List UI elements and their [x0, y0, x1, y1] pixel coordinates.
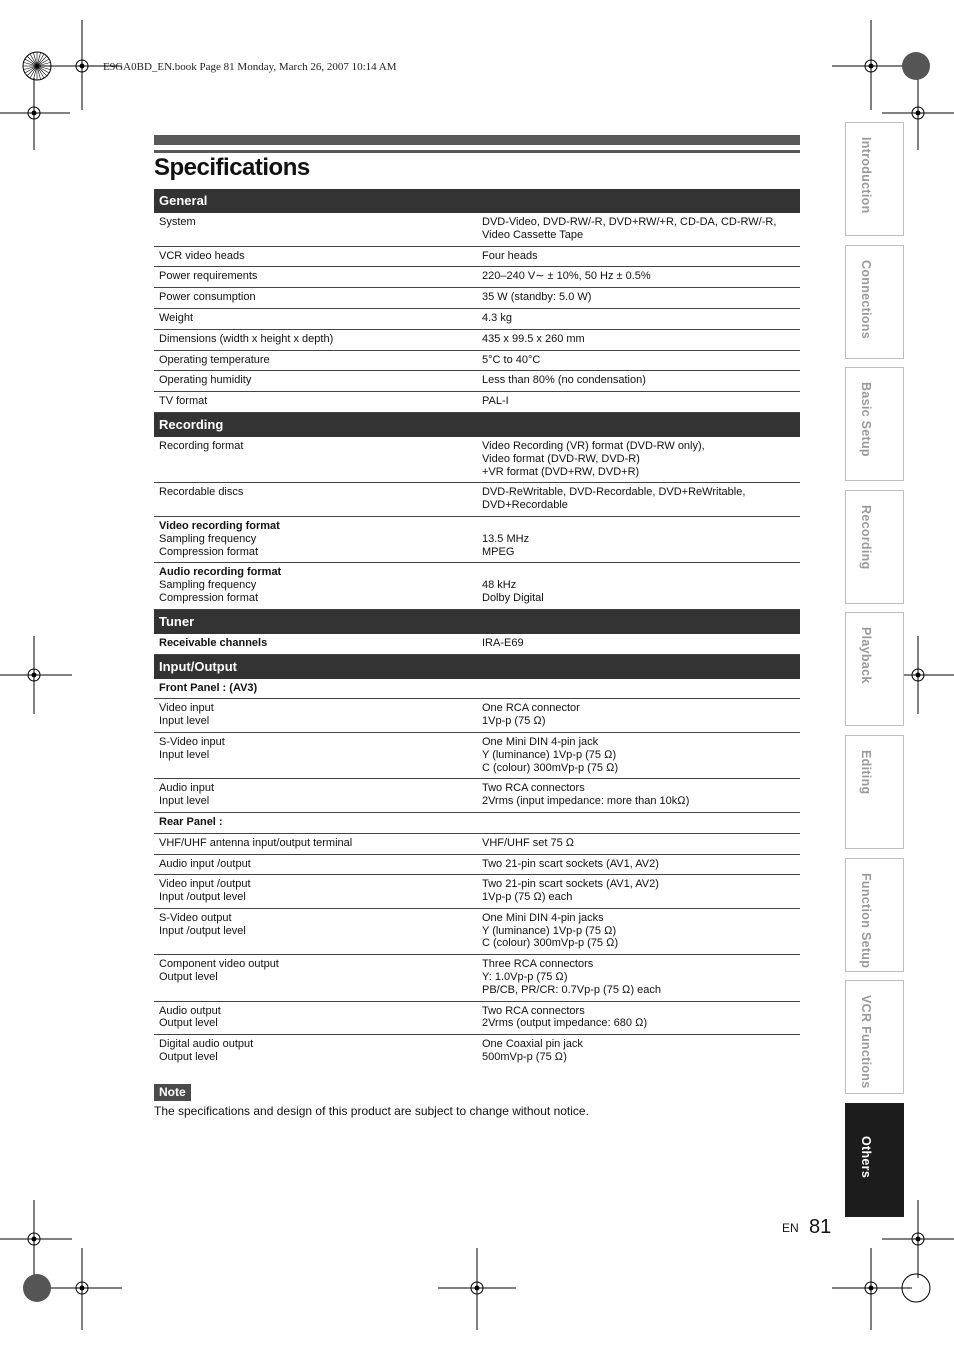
spec-row [154, 309, 800, 330]
spec-value: Three RCA connectors Y: 1.0Vp-p (75 Ω) PB/CB, PR/CR: 0.7Vp-p (75 Ω) each [482, 958, 662, 996]
spec-label: Weight [159, 311, 194, 324]
spec-value: 435 x 99.5 x 260 mm [482, 332, 585, 345]
section-body-io [154, 679, 800, 1068]
section-heading-recording: Recording [154, 413, 800, 437]
spec-label: VCR video heads [159, 249, 245, 262]
spec-row [154, 351, 800, 372]
page-title: Specifications [154, 154, 310, 181]
spec-row [154, 955, 800, 1001]
spec-value: One Mini DIN 4-pin jack Y (luminance) 1Vp-p (75 Ω) C (colour) 300mVp-p (75 Ω) [482, 735, 619, 774]
spec-row [154, 1035, 800, 1068]
page-number: 81 [809, 1216, 832, 1238]
side-tab-label: Function Setup [859, 872, 873, 968]
spec-value: VHF/UHF set 75 Ω [482, 836, 575, 849]
spec-row [154, 392, 800, 413]
spec-group-label: Front Panel : (AV3) [159, 681, 258, 694]
spec-row [154, 371, 800, 392]
spec-value: 220–240 V∼ ± 10%, 50 Hz ± 0.5% [482, 270, 651, 283]
spec-value: Four heads [482, 249, 538, 262]
spec-row [154, 517, 800, 563]
section-body-recording [154, 437, 800, 610]
side-tab-label: VCR Functions [859, 995, 873, 1089]
spec-row [154, 679, 800, 700]
spec-label [154, 637, 482, 650]
spec-value: PAL-I [482, 395, 509, 408]
spec-label: Operating humidity [159, 374, 252, 387]
header-bar [154, 135, 800, 145]
spec-value [482, 816, 800, 829]
spec-group-label: Video recording format [159, 519, 280, 532]
spec-row [154, 699, 800, 733]
spec-value: 4.3 kg [482, 311, 512, 324]
section-heading-tuner: Tuner [154, 610, 800, 634]
spec-label: Component video output Output level [159, 958, 279, 984]
side-tab-basic-setup[interactable] [845, 367, 904, 481]
section-heading-io: Input/Output [154, 655, 800, 679]
spec-value: Two 21-pin scart sockets (AV1, AV2) 1Vp-p (75 Ω) each [482, 878, 659, 904]
spec-value: 13.5 MHz MPEG [482, 532, 530, 558]
spec-row [154, 483, 800, 517]
spec-value: 35 W (standby: 5.0 W) [482, 291, 592, 304]
side-tab-label: Basic Setup [859, 382, 873, 458]
spec-label: VHF/UHF antenna input/output terminal [159, 836, 353, 849]
note-label: Note [154, 1084, 191, 1101]
spec-row [154, 1002, 800, 1036]
spec-label: Audio output Output level [159, 1004, 221, 1030]
spec-row [154, 909, 800, 955]
section-body-general [154, 213, 800, 413]
spec-label: Video input /output Input /output level [159, 878, 251, 904]
spec-row [154, 834, 800, 855]
spec-row [154, 855, 800, 876]
side-tab-others[interactable] [845, 1103, 904, 1217]
spec-table [154, 189, 800, 1068]
spec-label: Power consumption [159, 291, 256, 304]
spec-row [154, 875, 800, 909]
side-tab-connections[interactable] [845, 245, 904, 359]
side-tab-label: Recording [859, 504, 873, 570]
spec-label: System [159, 216, 196, 228]
spec-value: 48 kHz Dolby Digital [482, 579, 544, 604]
spec-value: Video Recording (VR) format (DVD-RW only), Video format (DVD-RW, DVD-R) +VR format (DVD+RW, DVD+R) [482, 439, 705, 478]
spec-group-label: Rear Panel : [159, 815, 223, 828]
spec-label [154, 816, 482, 829]
spec-value: 5°C to 40°C [482, 353, 541, 366]
header-rule [154, 150, 800, 153]
spec-label: Video input Input level [159, 702, 214, 728]
spec-value: One Mini DIN 4-pin jacks Y (luminance) 1Vp-p (75 Ω) C (colour) 300mVp-p (75 Ω) [482, 911, 619, 950]
spec-label: Power requirements [159, 270, 258, 283]
side-tab-recording[interactable] [845, 490, 904, 604]
spec-row [154, 267, 800, 288]
spec-row [154, 213, 800, 247]
note-text: The specifications and design of this product are subject to change without notice. [154, 1104, 589, 1118]
spec-label: S-Video output Input /output level [159, 911, 246, 937]
spec-label: Operating temperature [159, 353, 270, 366]
spec-value: IRA-E69 [482, 636, 524, 649]
spec-value: Less than 80% (no condensation) [482, 374, 646, 387]
spec-row [154, 247, 800, 268]
spec-label: Audio recording format Sampling frequency Compression format [159, 566, 282, 604]
spec-value: Two 21-pin scart sockets (AV1, AV2) [482, 857, 659, 870]
side-tab-label: Introduction [859, 137, 873, 214]
spec-row [154, 634, 800, 655]
spec-label: S-Video input Input level [159, 735, 225, 761]
section-body-tuner [154, 634, 800, 655]
spec-row [154, 779, 800, 813]
side-tab-editing[interactable] [845, 735, 904, 849]
spec-label: Dimensions (width x height x depth) [159, 332, 334, 345]
spec-label: Audio input Input level [159, 782, 215, 808]
spec-row [154, 733, 800, 779]
page-language: EN [782, 1221, 799, 1235]
spec-value: Two RCA connectors 2Vrms (output impedance: 680 Ω) [482, 1004, 648, 1030]
spec-value: Two RCA connectors 2Vrms (input impedance: more than 10kΩ) [482, 782, 690, 808]
spec-label: TV format [159, 395, 208, 408]
side-tab-label: Connections [859, 259, 873, 339]
spec-label: Audio input /output [159, 857, 251, 870]
print-header: E9GA0BD_EN.book Page 81 Monday, March 26, 2007 10:14 AM [103, 61, 397, 73]
spec-group-label: Receivable channels [159, 636, 268, 649]
spec-row [154, 813, 800, 834]
spec-label: Digital audio output Output level [159, 1038, 254, 1064]
spec-row [154, 330, 800, 351]
section-heading-general: General [154, 189, 800, 213]
spec-value: One Coaxial pin jack 500mVp-p (75 Ω) [482, 1038, 583, 1064]
side-tab-label: Others [859, 1135, 873, 1178]
spec-value: DVD-ReWritable, DVD-Recordable, DVD+ReWritable, DVD+Recordable [482, 486, 746, 512]
spec-label: Recording format [159, 439, 244, 452]
side-tab-vcr-functions[interactable] [845, 980, 904, 1094]
spec-label [154, 682, 482, 695]
spec-row [154, 437, 800, 483]
spec-row [154, 288, 800, 309]
side-tab-function-setup[interactable] [845, 858, 904, 972]
side-tab-introduction[interactable] [845, 122, 904, 236]
spec-label: Recordable discs [159, 486, 244, 499]
side-tab-label: Playback [859, 627, 873, 684]
side-tab-playback[interactable] [845, 612, 904, 726]
spec-row [154, 563, 800, 609]
spec-group-label: Audio recording format [159, 566, 282, 579]
spec-value: One RCA connector 1Vp-p (75 Ω) [482, 702, 580, 728]
spec-label: Video recording format Sampling frequency Compression format [159, 519, 280, 558]
spec-value [482, 682, 800, 695]
side-tab-label: Editing [859, 750, 873, 795]
spec-value: DVD-Video, DVD-RW/-R, DVD+RW/+R, CD-DA, CD-RW/-R, Video Cassette Tape [482, 216, 777, 241]
